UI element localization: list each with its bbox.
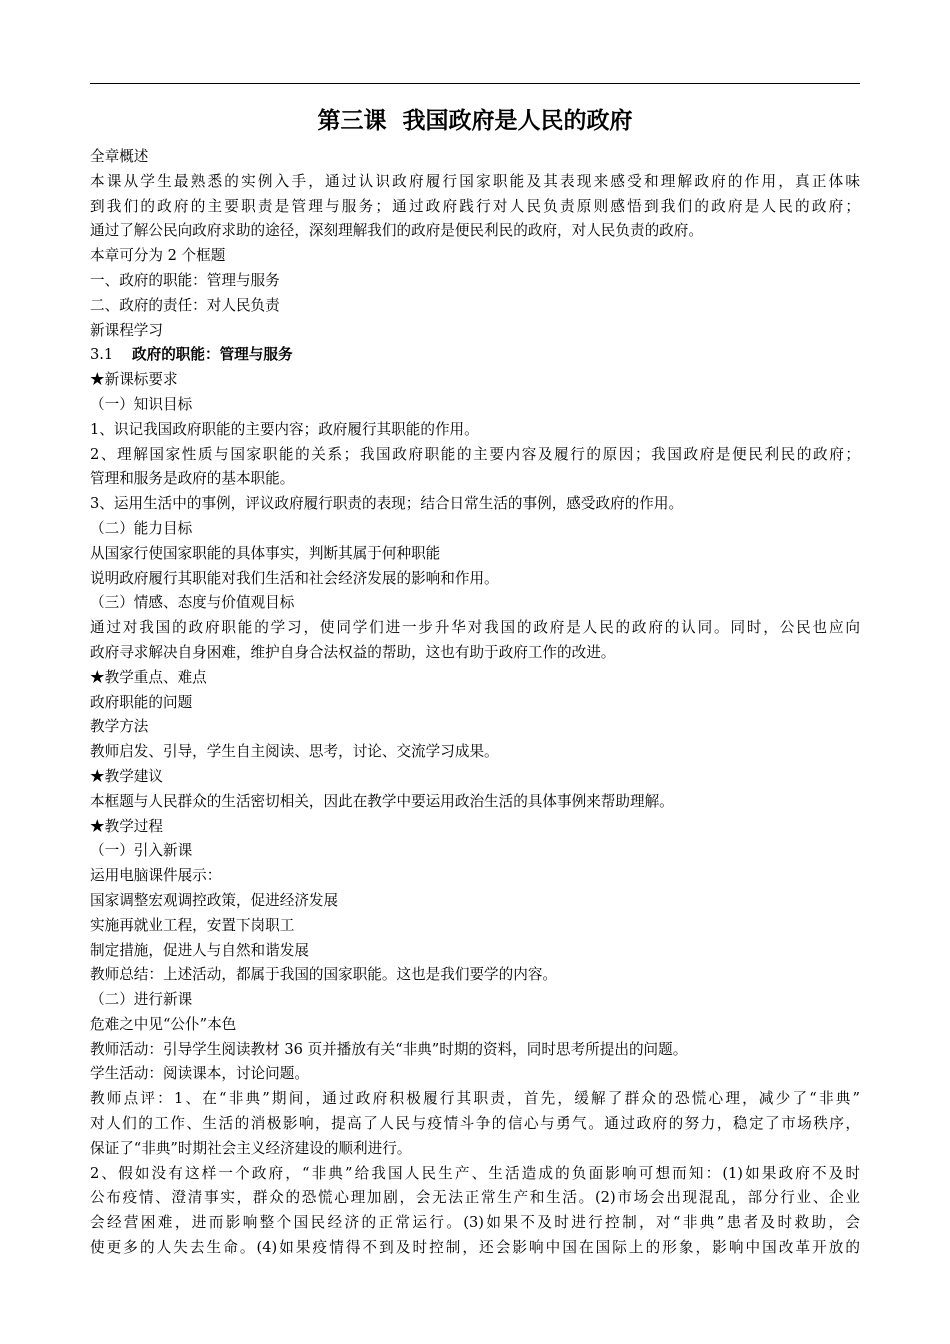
text-line: 本框题与人民群众的生活密切相关，因此在教学中要运用政治生活的具体事例来帮助理解。 — [90, 792, 674, 810]
text-line: 新课程学习 — [90, 321, 163, 339]
text-line: 从国家行使国家职能的具体事实，判断其属于何种职能 — [90, 544, 441, 562]
page-title: 第三课 我国政府是人民的政府 — [317, 108, 633, 134]
document-body — [90, 145, 870, 1261]
text-line: 教师活动：引导学生阅读教材 36 页并播放有关“非典”时期的资料，同时思考所提出的问题。 — [90, 1040, 688, 1058]
text-line: 1、识记我国政府职能的主要内容；政府履行其职能的作用。 — [90, 420, 479, 438]
header-rule — [90, 83, 860, 84]
text-line: （一）引入新课 — [90, 842, 193, 860]
text-line: 对人们的工作、生活的消极影响，提高了人民与疫情斗争的信心与勇气。通过政府的努力，稳定了市场秩序， — [90, 1115, 860, 1133]
text-line: 实施再就业工程，安置下岗职工 — [90, 916, 295, 934]
text-line: 本课从学生最熟悉的实例入手，通过认识政府履行国家职能及其表现来感受和理解政府的作用，真正体味 — [90, 172, 860, 190]
text-line: （一）知识目标 — [90, 395, 193, 413]
text-line: 教师总结：上述活动，都属于我国的国家职能。这也是我们要学的内容。 — [90, 966, 558, 984]
text-line: 国家调整宏观调控政策，促进经济发展 — [90, 891, 339, 909]
text-line: 学生活动：阅读课本，讨论问题。 — [90, 1065, 309, 1083]
text-line: 通过了解公民向政府求助的途径，深刻理解我们的政府是便民利民的政府，对人民负责的政府。 — [90, 222, 703, 240]
text-line: 3、运用生活中的事例，评议政府履行职责的表现；结合日常生活的事例，感受政府的作用。 — [90, 495, 684, 513]
text-line: ★教学过程 — [90, 817, 163, 835]
text-line: （二）进行新课 — [90, 991, 193, 1009]
text-line: 危难之中见“公仆”本色 — [90, 1015, 237, 1033]
text-line: ★新课标要求 — [90, 371, 178, 389]
text-line: 运用电脑课件展示： — [90, 867, 222, 885]
text-line: ★教学建议 — [90, 767, 163, 785]
text-line: 使更多的人失去生命。(4)如果疫情得不到及时控制，还会影响中国在国际上的形象，影响中国改革开放的 — [90, 1239, 860, 1257]
section-heading-text: 政府的职能：管理与服务 — [132, 346, 293, 364]
text-line: 2、理解国家性质与国家职能的关系；我国政府职能的主要内容及履行的原因；我国政府是便民利民的政府； — [90, 445, 860, 463]
text-line: 到我们的政府的主要职责是管理与服务；通过政府践行对人民负责原则感悟到我们的政府是人民的政府； — [90, 197, 860, 215]
text-line: 全章概述 — [90, 148, 149, 165]
text-line: 政府职能的问题 — [90, 693, 193, 711]
text-line: ★教学重点、难点 — [90, 668, 207, 686]
text-line: 教师启发、引导，学生自主阅读、思考，讨论、交流学习成果。 — [90, 743, 499, 761]
text-line: 通过对我国的政府职能的学习，使同学们进一步升华对我国的政府是人民的政府的认同。同时，公民也应向 — [90, 619, 860, 637]
text-line: 保证了“非典”时期社会主义经济建设的顺利进行。 — [90, 1139, 412, 1157]
text-line: 二、政府的责任：对人民负责 — [90, 296, 280, 314]
text-line: 政府寻求解决自身困难，维护自身合法权益的帮助，这也有助于政府工作的改进。 — [90, 643, 616, 661]
section-heading — [90, 343, 870, 368]
text-line: 本章可分为 2 个框题 — [90, 247, 226, 265]
text-line: （二）能力目标 — [90, 519, 193, 537]
text-line: 一、政府的职能：管理与服务 — [90, 271, 280, 289]
text-line: 制定措施，促进人与自然和谐发展 — [90, 941, 309, 959]
text-line: 会经营困难，进而影响整个国民经济的正常运行。(3)如果不及时进行控制，对“非典”患者及时救助，会 — [90, 1214, 860, 1232]
text-line: 公布疫情、澄清事实，群众的恐慌心理加剧，会无法正常生产和生活。(2)市场会出现混乱，部分行业、企业 — [90, 1189, 860, 1207]
text-line: 2、假如没有这样一个政府，“非典”给我国人民生产、生活造成的负面影响可想而知：(1)如果政府不及时 — [90, 1164, 860, 1182]
text-line: （三）情感、态度与价值观目标 — [90, 594, 295, 612]
text-line: 教师点评：1、在“非典”期间，通过政府积极履行其职责，首先，缓解了群众的恐慌心理，减少了“非典” — [90, 1090, 860, 1108]
text-line: 管理和服务是政府的基本职能。 — [90, 470, 295, 488]
text-line: 教学方法 — [90, 718, 149, 736]
section-number: 3.1 — [90, 346, 114, 364]
text-line: 说明政府履行其职能对我们生活和社会经济发展的影响和作用。 — [90, 569, 499, 587]
